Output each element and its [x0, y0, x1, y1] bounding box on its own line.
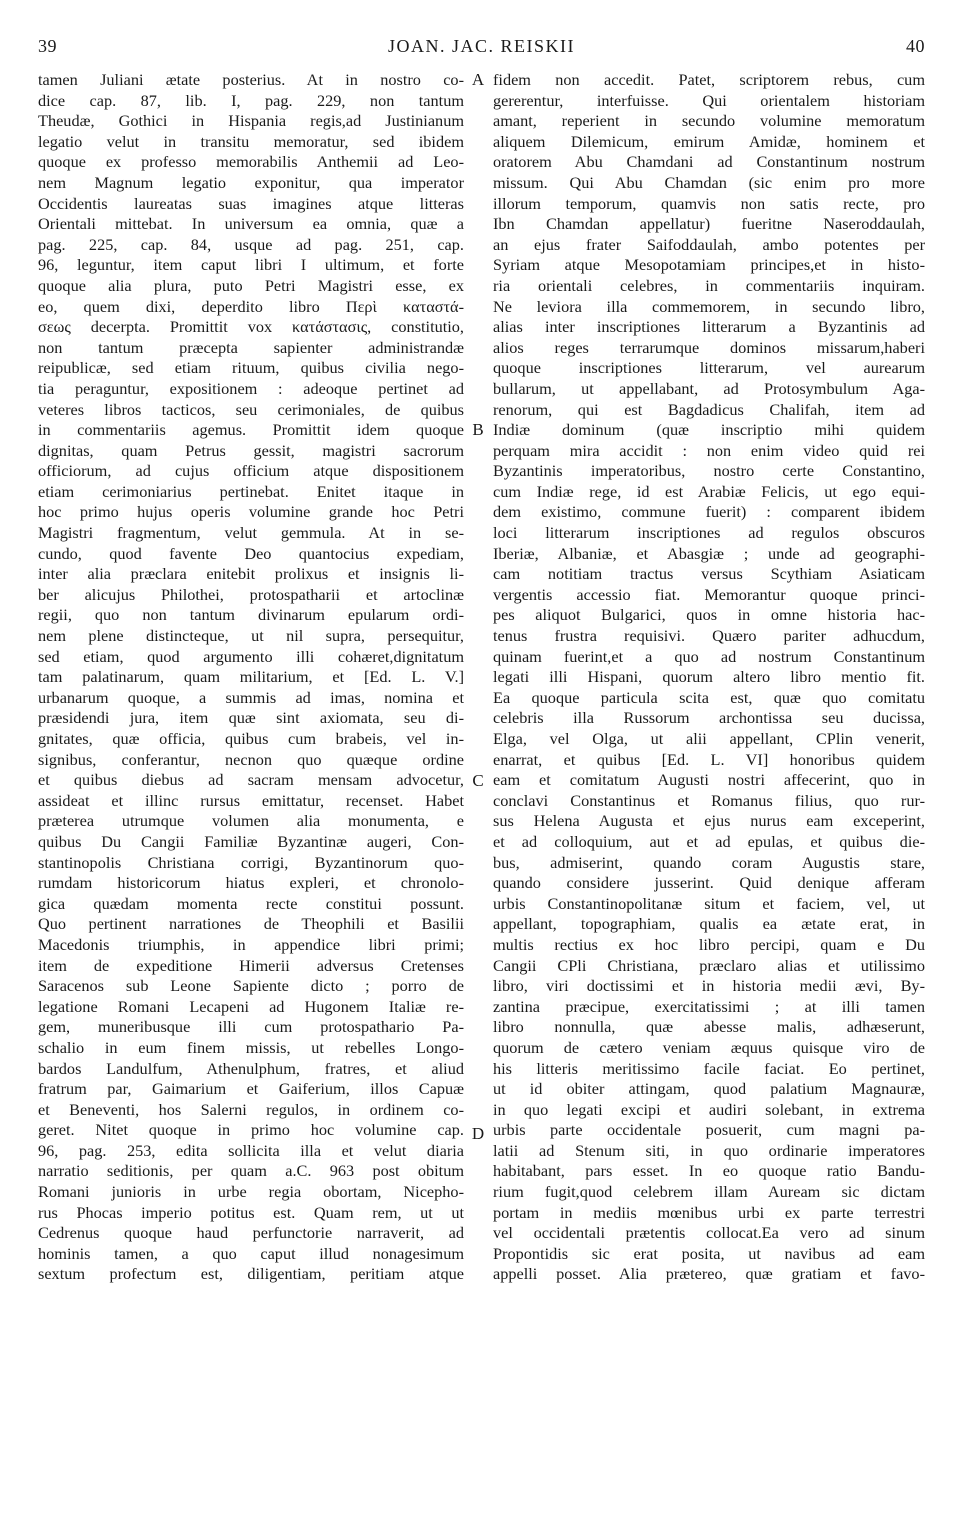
- text-line: multis rectius ex hoc libro percipi, quam e Du: [493, 934, 925, 954]
- text-line: Propontidis sic erat posita, ut navibus ad eam: [493, 1243, 925, 1263]
- text-line: schalio in eum finem missis, ut rebelles Longo-: [38, 1037, 464, 1057]
- text-line: Romani junioris in urbe regia obortam, Nicepho-: [38, 1182, 464, 1202]
- text-line: gnitates, quæ officia, quibus cum brabeis, vel in-: [38, 729, 464, 748]
- text-line: urbis Constantinopolitanæ situm et faciem, vel, ut: [493, 893, 925, 913]
- right-column: [493, 70, 925, 1285]
- text-line: his litteris meritissimo facile faciat. Eo pertinet,: [493, 1058, 925, 1078]
- page-header: [38, 36, 925, 62]
- text-line: in quo legati excipi et audiri solebant, in extrema: [493, 1099, 925, 1119]
- text-line: rium fugit,quod celebrem illam Auream sic dictam: [493, 1182, 925, 1202]
- text-line: latii ad Stenum siti, in quo ordinarie imperatores: [493, 1140, 925, 1160]
- page-number-right: 40: [906, 36, 925, 56]
- text-line: eam et comitatum Augusti nostri affecerint, quo in: [493, 770, 925, 790]
- text-line: conclavi Constantinus et Romanus filius, quo rur-: [493, 790, 925, 810]
- text-line: quorum de cætero veniam æquus quisque viro de: [493, 1037, 925, 1057]
- text-line: aliquem Dilemicum, emirum Amidæ, hominem et: [493, 131, 925, 151]
- text-line: bardos Landulfum, Athenulphum, fratres, et aliud: [38, 1058, 464, 1078]
- text-line: geret. Nitet quoque in primo hoc volumine cap.: [38, 1120, 464, 1140]
- margin-marker-a: A: [471, 70, 485, 89]
- text-line: assideat et illinc rursus emittatur, recenset. Habet: [38, 790, 464, 810]
- text-line: Magistri fragmentum, velut gemmula. At in se-: [38, 523, 464, 543]
- text-line: quoque ex professo memorabilis Anthemii ad Leo-: [38, 152, 464, 172]
- text-line: regii, quo non tantum divinarum epularum ordi-: [38, 605, 464, 625]
- text-line: officiorum, ad cujus officium atque dispositionem: [38, 461, 464, 481]
- text-line: Ibn Chamdan appellatur) fueritne Naseroddaulah,: [493, 214, 925, 234]
- text-line: dem existimo, commune fuerit) : comparent ibidem: [493, 502, 925, 522]
- text-line: fidem non accedit. Patet, scriptorem rebus, cum: [493, 70, 925, 89]
- text-line: tamen Juliani ætate posterius. At in nostro co-: [38, 70, 464, 89]
- text-line: appelli posset. Alia prætereo, quæ gratiam et favo-: [493, 1264, 925, 1284]
- text-line: nem Magnum legatio exponitur, qua imperator: [38, 172, 464, 192]
- text-line: amant, reperient in secundo volumine memoratum: [493, 111, 925, 131]
- text-line: veteres libros tacticos, seu cerimoniales, de quibus: [38, 399, 464, 419]
- margin-marker-b: B: [472, 420, 484, 439]
- text-line: eo, quem dixi, deperdito libro Περὶ καταστά-: [38, 296, 464, 316]
- text-line: vergentis accessio fiat. Memorantur quoque princi-: [493, 584, 925, 604]
- text-line: illorum temporum, quamvis non satis recte, pro: [493, 193, 925, 213]
- text-line: sed etiam, quod argumento illi cohæret,dignitatum: [38, 646, 464, 666]
- margin-marker-c: C: [472, 771, 484, 790]
- text-line: Macedonis triumphis, in appendice libri primi;: [38, 934, 464, 954]
- text-line: loci litterarum inscriptiones ad regulos obscuros: [493, 523, 925, 543]
- text-line: zantina præcipue, exercitatissimi ; at illi tamen: [493, 996, 925, 1016]
- text-line: urbanarum quoque, a summis ad imas, nomina et: [38, 687, 464, 707]
- text-line: ber alicujus Philothei, protospatharii et artoclinæ: [38, 584, 464, 604]
- text-line: Iberiæ, Albaniæ, et Abasgiæ ; unde ad geographi-: [493, 543, 925, 563]
- text-line: cam notitiam tractus versus Scythiam Asiaticam: [493, 564, 925, 584]
- text-line: missum. Qui Abu Chamdan (sic enim pro more: [493, 172, 925, 192]
- text-line: inter alia præclara enitebit prolixus et insignis li-: [38, 564, 464, 584]
- text-line: legati illi Hispani, quorum altero libro mentio fit.: [493, 667, 925, 687]
- text-line: bullarum, ut appellabant, ad Protosymbulum Aga-: [493, 378, 925, 398]
- text-line: habitabant, pars esset. In eo quoque ratio Bandu-: [493, 1161, 925, 1181]
- margin-marker-d: D: [471, 1124, 485, 1143]
- text-line: item de expeditione Himerii adversus Cretenses: [38, 955, 464, 975]
- text-line: legatione Romani Lecapeni ad Hugonem Italiæ re-: [38, 996, 464, 1016]
- running-title: JOAN. JAC. REISKII: [387, 36, 575, 56]
- text-line: stantinopolis Christiana corrigi, Byzantinorum quo-: [38, 852, 464, 872]
- text-line: an ejus frater Saifoddaulah, ambo potentes per: [493, 234, 925, 254]
- text-line: 96, pag. 253, edita sollicita illa et velut diaria: [38, 1140, 464, 1160]
- text-line: præsidendi jura, item quæ sint axiomata, seu di-: [38, 708, 464, 728]
- text-line: dice cap. 87, lib. I, pag. 229, non tantum: [38, 90, 464, 110]
- text-line: quinam fuerint,et a quo ad nostrum Constantinum: [493, 646, 925, 666]
- text-line: fratrum par, Gaimarium et Gaiferium, illos Capuæ: [38, 1079, 464, 1099]
- text-line: cum Indiæ rege, id est Arabiæ Felicis, ut ego equi-: [493, 481, 925, 501]
- text-line: narratio seditionis, per quam a.C. 963 post obitum: [38, 1161, 464, 1181]
- text-line: reipublicæ, sed etiam rituum, quibus civilia nego-: [38, 358, 464, 378]
- text-line: tenus frustra requisivi. Quæro pariter adhucdum,: [493, 626, 925, 646]
- text-line: alias inter inscriptiones litterarum a Byzantinis ad: [493, 317, 925, 337]
- text-line: oratorem Abu Chamdani ad Constantinum nostrum: [493, 152, 925, 172]
- text-line: Saracenos sub Leone Sapiente dicto ; porro de: [38, 976, 464, 996]
- text-line: tia peraguntur, expositionem : adeoque pertinet ad: [38, 378, 464, 398]
- text-line: præterea utrumque volumen alia monumenta, e: [38, 811, 464, 831]
- text-line: etiam cerimoniarius pertinebat. Enitet itaque in: [38, 481, 464, 501]
- text-line: cundo, quod favente Deo quantocius expediam,: [38, 543, 464, 563]
- text-line: Byzantinis imperatoribus, nostro certe Constantino,: [493, 461, 925, 481]
- text-line: et quibus diebus ad sacram mensam advocetur,: [38, 770, 464, 790]
- text-line: Theudæ, Gothici in Hispania regis,ad Justinianum: [38, 111, 464, 131]
- text-line: ut id obiter attingam, quod palatium Magnauræ,: [493, 1079, 925, 1099]
- text-line: Elga, vel Olga, ut alii appellant, CPlin venerit,: [493, 729, 925, 748]
- text-line: quoque alia plura, puto Petri Magistri esse, ex: [38, 275, 464, 295]
- text-line: Cangii CPli Christiana, præclaro alias et utilissimo: [493, 955, 925, 975]
- text-line: Ea quoque particula scita est, quæ quo comitatu: [493, 687, 925, 707]
- text-line: appellant, topographiam, qualis ea ætate erat, in: [493, 914, 925, 934]
- text-line: gem, muneribusque illi cum protospathario Pa-: [38, 1017, 464, 1037]
- text-line: vel occidentali prætentis collocat.Ea vero ad sinum: [493, 1223, 925, 1243]
- text-line: hominis tamen, a quo caput illud nonagesimum: [38, 1243, 464, 1263]
- text-line: hoc primo hujus operis volumine grande hoc Petri: [38, 502, 464, 522]
- text-line: renorum, qui est Bagdadicus Chalifah, item ad: [493, 399, 925, 419]
- text-line: urbis parte occidentale posuerit, cum magni pa-: [493, 1120, 925, 1140]
- text-line: portam in mediis mœnibus urbi ex parte terrestri: [493, 1202, 925, 1222]
- text-line: nem plene distincteque, ut nil supra, persequitur,: [38, 626, 464, 646]
- text-line: et Beneventi, hos Salerni regulos, in ordinem co-: [38, 1099, 464, 1119]
- text-line: in commentariis agemus. Promittit idem quoque: [38, 420, 464, 440]
- text-line: signibus, conferantur, necnon quo quæque ordine: [38, 749, 464, 769]
- text-line: gererentur, interfuisse. Qui orientalem historiam: [493, 90, 925, 110]
- text-line: rus Phocas imperio potitus est. Quam rem, ut ut: [38, 1202, 464, 1222]
- text-line: enarrat, et quibus [Ed. L. VI] honoribus quidem: [493, 749, 925, 769]
- text-line: pes aliquot Bulgarici, quos in omne historia hac-: [493, 605, 925, 625]
- text-line: gica quædam momenta recte constitui possunt.: [38, 893, 464, 913]
- text-line: pag. 225, cap. 84, usque ad pag. 251, cap.: [38, 234, 464, 254]
- text-line: perquam mira accidit : non enim video quid rei: [493, 440, 925, 460]
- text-line: libro, viri doctissimi et in historia medii ævi, By-: [493, 976, 925, 996]
- text-line: rumdam historicorum hiatus expleri, et chronolo-: [38, 873, 464, 893]
- text-line: ria orientali celebres, in commentariis inquiram.: [493, 275, 925, 295]
- text-line: σεως decerpta. Promittit vox κατάστασις, constitutio,: [38, 317, 464, 337]
- text-line: Indiæ dominum (quæ inscriptio mihi quidem: [493, 420, 925, 440]
- text-line: Occidentis laureatas suas imagines atque litteras: [38, 193, 464, 213]
- text-line: Orientali mittebat. In universum ea omnia, quæ a: [38, 214, 464, 234]
- text-line: tam palatinarum, quam militarium, et [Ed. L. V.]: [38, 667, 464, 687]
- text-line: alios reges terrarumque dominos missarum,haberi: [493, 337, 925, 357]
- text-line: Ne leviora illa commemorem, in secundo libro,: [493, 296, 925, 316]
- text-line: Quo pertinent narrationes de Theophili et Basilii: [38, 914, 464, 934]
- text-line: quoque inscriptiones litterarum, vel aurearum: [493, 358, 925, 378]
- page-number-left: 39: [38, 36, 57, 56]
- text-line: dignitas, quam Petrus gessit, magistri sacrorum: [38, 440, 464, 460]
- text-line: legatio velut in transitu memoratur, sed ibidem: [38, 131, 464, 151]
- text-line: bus, admiserint, quando coram Augustis stare,: [493, 852, 925, 872]
- text-line: quibus Du Cangii Familiæ Byzantinæ augeri, Con-: [38, 831, 464, 851]
- text-line: celebris illa Russorum archontissa seu ducissa,: [493, 708, 925, 728]
- text-line: Cedrenus quoque haud perfunctorie narraverit, ad: [38, 1223, 464, 1243]
- text-line: quando considere jusserint. Quid denique afferam: [493, 873, 925, 893]
- left-column: [38, 70, 464, 1285]
- text-line: sus Helena Augusta et ejus nurus eam exceperint,: [493, 811, 925, 831]
- text-line: et ad colloquium, aut et ad epulas, et quibus die-: [493, 831, 925, 851]
- text-line: sextum profectum est, diligentiam, peritiam atque: [38, 1264, 464, 1284]
- text-line: non tantum præcepta sapienter administrandæ: [38, 337, 464, 357]
- text-line: 96, leguntur, item caput libri I ultimum, et forte: [38, 255, 464, 275]
- text-line: libro nonnulla, quæ abesse malis, adhæserunt,: [493, 1017, 925, 1037]
- text-line: Syriam atque Mesopotamiam principes,et in histo-: [493, 255, 925, 275]
